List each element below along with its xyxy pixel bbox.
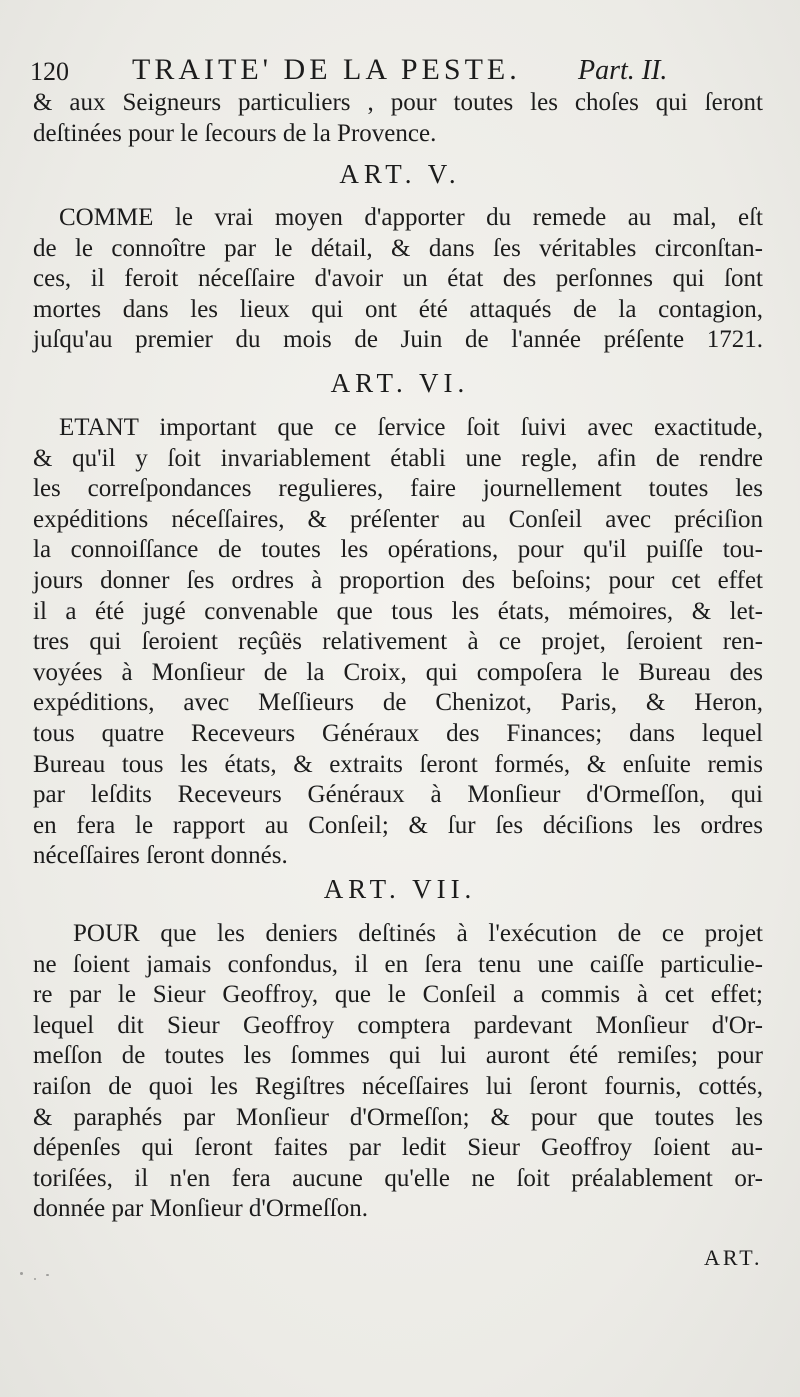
intro-paragraph	[33, 88, 763, 149]
text-line: & paraphés par Monſieur d'Ormeſſon; & pour que toutes les	[33, 1103, 763, 1131]
text-line: meſſon de toutes les ſommes qui lui auront été remiſes; pour	[33, 1042, 763, 1070]
text-line: raiſon de quoi les Regiſtres néceſſaires lui ſeront fournis, cottés,	[33, 1072, 763, 1100]
text-line: expéditions, avec Meſſieurs de Chenizot, Paris, & Heron,	[33, 689, 763, 717]
text-line: mortes dans les lieux qui ont été attaqués de la contagion,	[33, 295, 763, 323]
article-heading: ART. VI.	[330, 368, 470, 398]
article-paragraph	[33, 413, 763, 872]
text-line: la connoiſſance de toutes les opérations, pour qu'il puiſſe tou-	[33, 536, 763, 564]
text-line: POUR que les deniers deſtinés à l'exécution de ce projet	[73, 920, 763, 947]
text-line: tres qui ſeroient reçûës relativement à ce projet, ſeroient ren-	[33, 628, 763, 656]
text-line: COMME le vrai moyen d'apporter du remede au mal, eſt	[59, 204, 763, 231]
text-line: jours donner ſes ordres à proportion des beſoins; pour cet effet	[33, 566, 763, 594]
paper-speck	[20, 1272, 23, 1275]
text-line: ETANT important que ce ſervice ſoit ſuivi avec exactitude,	[59, 414, 763, 441]
text-line: deſtinées pour le ſecours de la Provence.	[33, 119, 437, 147]
text-line: de le connoître par le détail, & dans ſes véritables circonſtan-	[33, 234, 763, 262]
text-line: en fera le rapport au Conſeil; & ſur ſes déciſions les ordres	[33, 811, 763, 839]
page-number: 120	[30, 57, 69, 86]
catchword: ART.	[704, 1245, 763, 1270]
text-line: donnée par Monſieur d'Ormeſſon.	[33, 1195, 368, 1223]
text-line: toriſées, il n'en fera aucune qu'elle ne ſoit préalablement or-	[33, 1164, 763, 1192]
page-header	[30, 52, 760, 88]
text-line: les correſpondances regulieres, faire journellement toutes les	[33, 475, 763, 503]
paper-speck	[46, 1274, 49, 1276]
running-title: TRAITE' DE LA PESTE.	[132, 53, 521, 86]
text-line: Bureau tous les états, & extraits ſeront formés, & enſuite remis	[33, 750, 763, 778]
text-line: néceſſaires ſeront donnés.	[33, 842, 288, 870]
text-line: & aux Seigneurs particuliers , pour toutes les choſes qui ſeront	[33, 89, 763, 116]
text-line: il a été jugé convenable que tous les états, mémoires, & let-	[33, 597, 763, 625]
article-paragraph	[33, 919, 763, 1225]
text-line: dépenſes qui ſeront faites par ledit Sieur Geoffroy ſoient au-	[33, 1134, 763, 1162]
text-line: juſqu'au premier du mois de Juin de l'année préſente 1721.	[33, 326, 763, 354]
article-paragraph	[33, 203, 763, 356]
text-line: voyées à Monſieur de la Croix, qui compoſera le Bureau des	[33, 658, 763, 686]
text-line: ces, il feroit néceſſaire d'avoir un état des perſonnes qui ſont	[33, 265, 763, 293]
text-line: expéditions néceſſaires, & préſenter au Conſeil avec préciſion	[33, 505, 763, 533]
article-heading: ART. V.	[339, 159, 461, 189]
text-line: tous quatre Receveurs Généraux des Finances; dans lequel	[33, 719, 763, 747]
paper-speck	[34, 1278, 36, 1280]
part-label: Part. II.	[578, 55, 668, 86]
text-line: par leſdits Receveurs Généraux à Monſieur d'Ormeſſon, qui	[33, 781, 763, 809]
article-heading: ART. VII.	[323, 874, 477, 904]
text-line: ne ſoient jamais confondus, il en ſera tenu une caiſſe particulie-	[33, 950, 763, 978]
text-line: re par le Sieur Geoffroy, que le Conſeil a commis à cet effet;	[33, 981, 763, 1009]
text-line: lequel dit Sieur Geoffroy comptera pardevant Monſieur d'Or-	[33, 1011, 763, 1039]
text-line: & qu'il y ſoit invariablement établi une regle, afin de rendre	[33, 444, 763, 472]
